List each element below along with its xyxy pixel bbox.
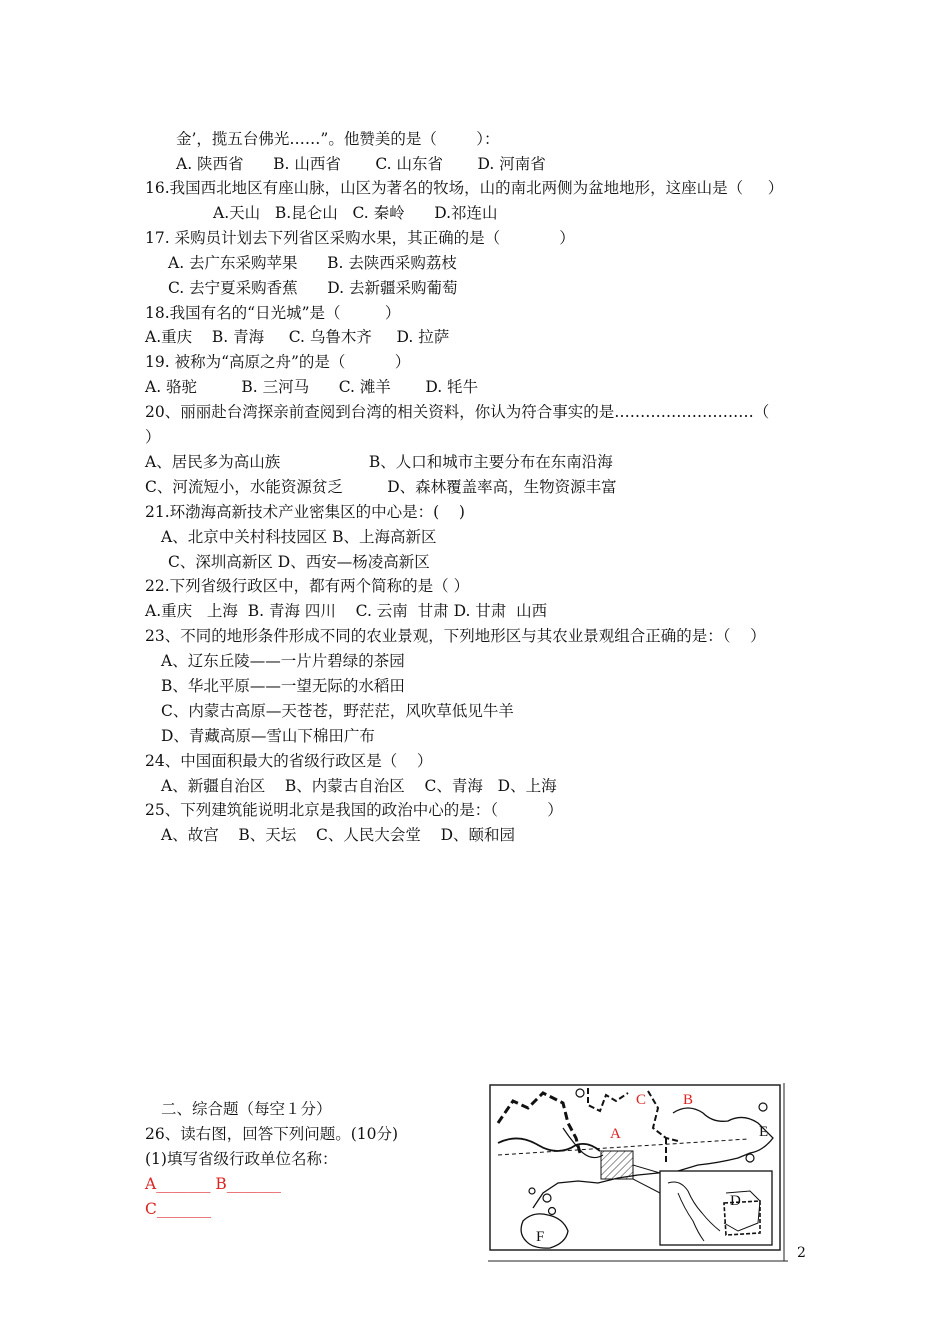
q17-options-cd: C. 去宁夏采购香蕉 D. 去新疆采购葡萄: [168, 279, 458, 297]
q20-options-ab: A、居民多为高山族 B、人口和城市主要分布在东南沿海: [145, 453, 613, 471]
q17-question: 17. 采购员计划去下列省区采购水果，其正确的是（ ）: [145, 229, 575, 247]
q17-options-ab: A. 去广东采购苹果 B. 去陕西采购荔枝: [168, 254, 457, 272]
map-label-b: B: [683, 1092, 694, 1108]
q24-options: A、新疆自治区 B、内蒙古自治区 C、青海 D、上海: [161, 777, 557, 795]
province-boundary: [648, 1091, 678, 1141]
q25-options: A、故宫 B、天坛 C、人民大会堂 D、颐和园: [161, 826, 515, 844]
section-two-heading: 二、综合题（每空１分）: [161, 1100, 332, 1118]
q26-question: 26、读右图，回答下列问题。(10分): [145, 1125, 399, 1143]
island-icon: [549, 1208, 556, 1215]
q16-options: A.天山 B.昆仑山 C. 秦岭 D.祁连山: [213, 204, 498, 222]
q19-options: A. 骆驼 B. 三河马 C. 滩羊 D. 牦牛: [145, 378, 479, 396]
q25-question: 25、下列建筑能说明北京是我国的政治中心的是：（ ）: [145, 801, 563, 819]
q24-question: 24、中国面积最大的省级行政区是（ ）: [145, 752, 433, 770]
q20-question: 20、丽丽赴台湾探亲前查阅到台湾的相关资料，你认为符合事实的是………………………（: [145, 403, 770, 421]
city-circle-icon: [576, 1089, 584, 1097]
map-label-e: E: [759, 1124, 769, 1140]
q21-options-ab: A、北京中关村科技园区 B、上海高新区: [161, 528, 437, 546]
q23-option-c: C、内蒙古高原—天苍苍，野茫茫，风吹草低见牛羊: [161, 702, 514, 720]
city-circle-icon: [746, 1154, 754, 1162]
q15-options: A. 陕西省 B. 山西省 C. 山东省 D. 河南省: [176, 155, 546, 173]
south-china-map: [488, 1083, 788, 1263]
q21-options-cd: C、深圳高新区 D、西安—杨凌高新区: [168, 553, 430, 571]
q15-continued-text: 金’，揽五台佛光……”。他赞美的是（ ）：: [176, 130, 500, 148]
island-icon: [543, 1194, 551, 1202]
q19-question: 19. 被称为“高原之舟”的是（ ）: [145, 353, 411, 371]
hainan-island: [521, 1214, 568, 1248]
q20-options-cd: C、河流短小，水能资源贫乏 D、森林覆盖率高，生物资源丰富: [145, 478, 617, 496]
river: [563, 1128, 603, 1158]
province-boundary: [588, 1088, 628, 1111]
q23-option-b: B、华北平原——一望无际的水稻田: [161, 677, 405, 695]
map-label-a: A: [610, 1126, 621, 1142]
page-number: 2: [797, 1245, 806, 1261]
hatched-region: [601, 1151, 633, 1179]
answer-blank-a-b: A_______ B_______: [145, 1175, 282, 1193]
province-boundary: [498, 1093, 580, 1153]
inset-connector: [633, 1165, 660, 1173]
city-circle-icon: [759, 1103, 767, 1111]
answer-blank-c: C_______: [145, 1200, 212, 1218]
q23-question: 23、不同的地形条件形成不同的农业景观，下列地形区与其农业景观组合正确的是：（ ）: [145, 627, 766, 645]
q18-question: 18.我国有名的“日光城”是（ ）: [145, 304, 401, 322]
map-label-d: D: [730, 1193, 741, 1209]
map-label-f: F: [536, 1229, 545, 1245]
q20-question-bracket: ）: [145, 428, 161, 446]
q23-option-d: D、青藏高原—雪山下棉田广布: [161, 727, 375, 745]
q26-subquestion-1: (1)填写省级行政单位名称：: [145, 1150, 338, 1168]
q21-question: 21.环渤海高新技术产业密集区的中心是：( ): [145, 503, 465, 521]
inset-connector: [633, 1179, 660, 1193]
q22-options: A.重庆 上海 B. 青海 四川 C. 云南 甘肃 D. 甘肃 山西: [145, 602, 548, 620]
q22-question: 22.下列省级行政区中，都有两个简称的是（ ）: [145, 577, 470, 595]
map-label-c: C: [636, 1092, 647, 1108]
q18-options: A.重庆 B. 青海 C. 乌鲁木齐 D. 拉萨: [145, 328, 450, 346]
q23-option-a: A、辽东丘陵——一片片碧绿的茶园: [161, 652, 405, 670]
city-circle-icon: [529, 1188, 535, 1194]
q16-question: 16.我国西北地区有座山脉，山区为著名的牧场，山的南北两侧为盆地地形，这座山是（ ）: [145, 179, 784, 197]
